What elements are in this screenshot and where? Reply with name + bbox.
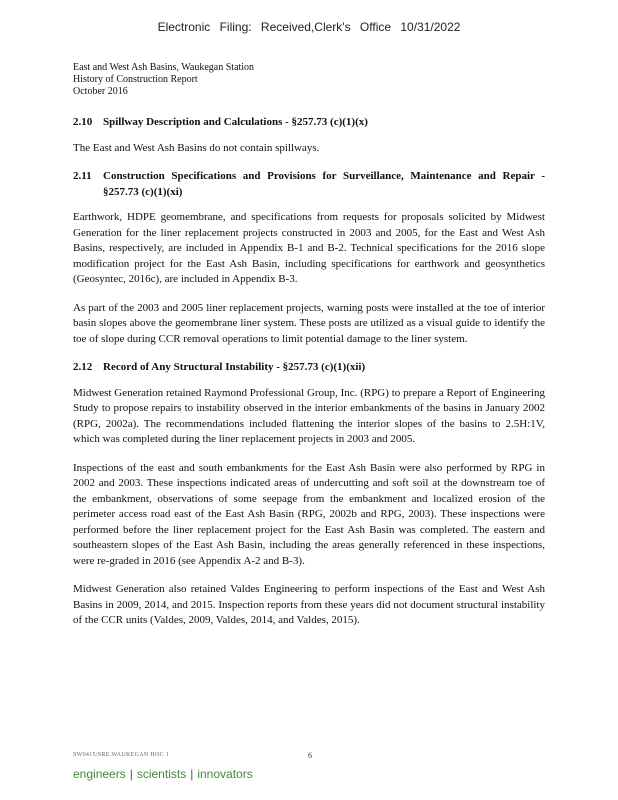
paragraph: Inspections of the east and south embankments for the East Ash Basin were also performed by RPG in 2002 and 2003. These inspections indicated areas of undercutting and soft soil at the downstream toe of the embankment, observations of some seepage from the embankment and localized erosion of the perimeter access road east of the East Ash Basin (RPG, 2002b and RPG, 2003). These inspections were performed before the liner replacement project for the East Ash Basin was completed. The eastern and southeastern slopes of the East Ash Basin, including the areas generally referenced in these inspections, were re-graded in 2016 (see Appendix A-2 and B-3). (73, 461, 545, 567)
header-line-report: History of Construction Report (73, 74, 198, 85)
section-2-12 (73, 360, 545, 629)
paragraph: The East and West Ash Basins do not contain spillways. (73, 141, 320, 154)
tagline-word: innovators (197, 767, 253, 781)
running-header (73, 62, 254, 98)
section-number: 2.11 (73, 170, 92, 182)
section-heading (73, 360, 545, 376)
section-heading (73, 169, 545, 200)
footer-document-id: SW0415/SRE.WAUKEGAN HOC 1 (73, 752, 169, 758)
paragraph: Earthwork, HDPE geomembrane, and specifications from requests for proposals solicited by Midwest Generation for the liner replacement projects constructed in 2003 and 2005, for the East and West Ash Basins, respectively, are included in Appendix B-1 and B-2. Technical specifications for the 2016 slope modification project for the East Ash Basin, including specifications for earthwork and geosynthetics (Geosyntec, 2016c), are included in Appendix B-3. (73, 211, 545, 285)
tagline-word: engineers (73, 767, 126, 781)
company-tagline (73, 767, 253, 781)
section-2-11 (73, 169, 545, 347)
header-line-site: East and West Ash Basins, Waukegan Station (73, 62, 255, 73)
section-title: Construction Specifications and Provisions for Surveillance, Maintenance and Repair - §257.73 (c)(1)(xi) (103, 170, 545, 198)
section-number: 2.12 (73, 361, 93, 373)
tagline-separator: | (190, 767, 194, 781)
section-title: Spillway Description and Calculations - §257.73 (c)(1)(x) (103, 116, 368, 128)
tagline-separator: | (129, 767, 133, 781)
paragraph: As part of the 2003 and 2005 liner replacement projects, warning posts were installed at the toe of interior basin slopes above the geomembrane liner system. These posts are utilized as a visual guide to identify the toe of slope during CCR removal operations to limit potential damage to the liner system. (73, 301, 545, 345)
section-heading (73, 115, 545, 131)
paragraph: Midwest Generation retained Raymond Professional Group, Inc. (RPG) to prepare a Report of Engineering Study to propose repairs to instability observed in the interior embankments of the basins in January 2002 (RPG, 2002a). The recommendations included flattening the interior slopes of the basins to 2.5H:1V, which was completed during the liner replacement projects in 2003 and 2005. (73, 386, 545, 445)
header-line-date: October 2016 (73, 86, 128, 97)
section-2-10 (73, 115, 545, 156)
paragraph: Midwest Generation also retained Valdes Engineering to perform inspections of the East and West Ash Basins in 2009, 2014, and 2015. Inspection reports from these years did not document structural instability of the CCR units (Valdes, 2009, Valdes, 2014, and Valdes, 2015). (73, 583, 545, 626)
section-title: Record of Any Structural Instability - §257.73 (c)(1)(xii) (103, 361, 366, 373)
filing-stamp: Electronic Filing: Received,Clerk's Office 10/31/2022 (157, 20, 461, 34)
tagline-word: scientists (136, 767, 187, 781)
document-body (73, 115, 545, 642)
page-number: 6 (308, 751, 313, 760)
section-number: 2.10 (73, 116, 93, 128)
